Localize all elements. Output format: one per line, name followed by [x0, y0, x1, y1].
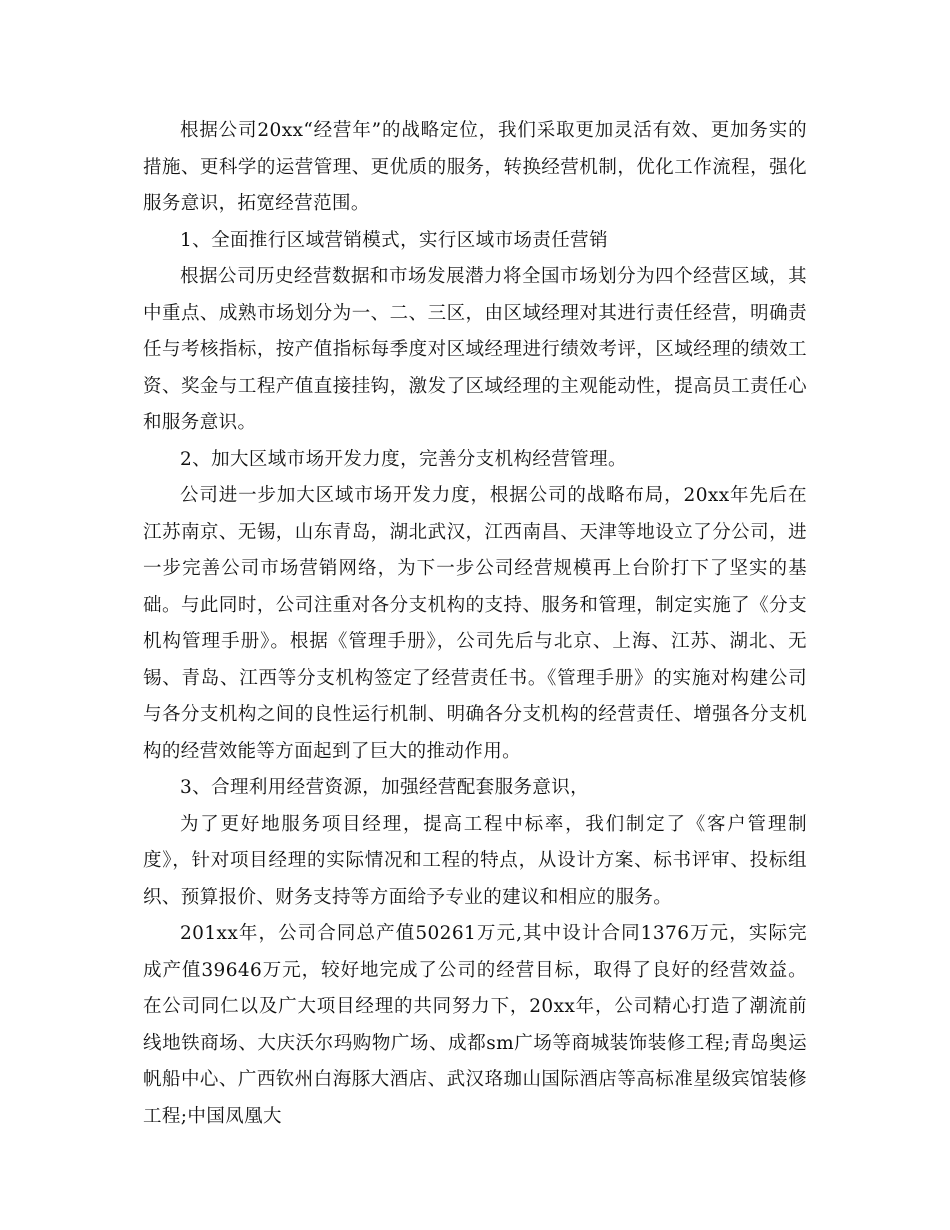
paragraph-intro: 根据公司20xx“经营年”的战略定位，我们采取更加灵活有效、更加务实的措施、更科学的运营管理、更优质的服务，转换经营机制，优化工作流程，强化服务意识，拓宽经营范围。 [143, 120, 807, 214]
heading-regional-marketing: 1、全面推行区域营销模式，实行区域市场责任营销 [180, 229, 608, 251]
heading-resource-service: 3、合理利用经营资源，加强经营配套服务意识， [180, 777, 590, 798]
document-body [143, 113, 807, 1135]
paragraph-results: 201xx年，公司合同总产值50261万元,其中设计合同1376万元，实际完成产值39646万元，较好地完成了公司的经营目标，取得了良好的经营效益。在公司同仁以及广大项目经理的共同努力下，20xx年，公司精心打造了潮流前线地铁商场、大庆沃尔玛购物广场、成都sm广场等商城装饰装修工程;青岛奥运帆船中心、广西钦州白海豚大酒店、武汉珞珈山国际酒店等高标准星级宾馆装修工程;中国凤凰大 [143, 923, 807, 1127]
paragraph-regional-marketing: 根据公司历史经营数据和市场发展潜力将全国市场划分为四个经营区域，其中重点、成熟市场划分为一、二、三区，由区域经理对其进行责任经营，明确责任与考核指标，按产值指标每季度对区域经理进行绩效考评，区域经理的绩效工资、奖金与工程产值直接挂钩，激发了区域经理的主观能动性，提高员工责任心和服务意识。 [143, 266, 807, 433]
paragraph-branch-management: 公司进一步加大区域市场开发力度，根据公司的战略布局，20xx年先后在江苏南京、无锡，山东青岛，湖北武汉，江西南昌、天津等地设立了分公司，进一步完善公司市场营销网络，为下一步公司经营规模再上台阶打下了坚实的基础。与此同时，公司注重对各分支机构的支持、服务和管理，制定实施了《分支机构管理手册》。根据《管理手册》，公司先后与北京、上海、江苏、湖北、无锡、青岛、江西等分支机构签定了经营责任书。《管理手册》的实施对构建公司与各分支机构之间的良性运行机制、明确各分支机构的经营责任、增强各分支机构的经营效能等方面起到了巨大的推动作用。 [143, 485, 807, 762]
heading-branch-management: 2、加大区域市场开发力度，完善分支机构经营管理。 [180, 448, 627, 470]
paragraph-resource-service: 为了更好地服务项目经理，提高工程中标率，我们制定了《客户管理制度》，针对项目经理的实际情况和工程的特点，从设计方案、标书评审、投标组织、预算报价、财务支持等方面给予专业的建议和相应的服务。 [143, 813, 807, 908]
